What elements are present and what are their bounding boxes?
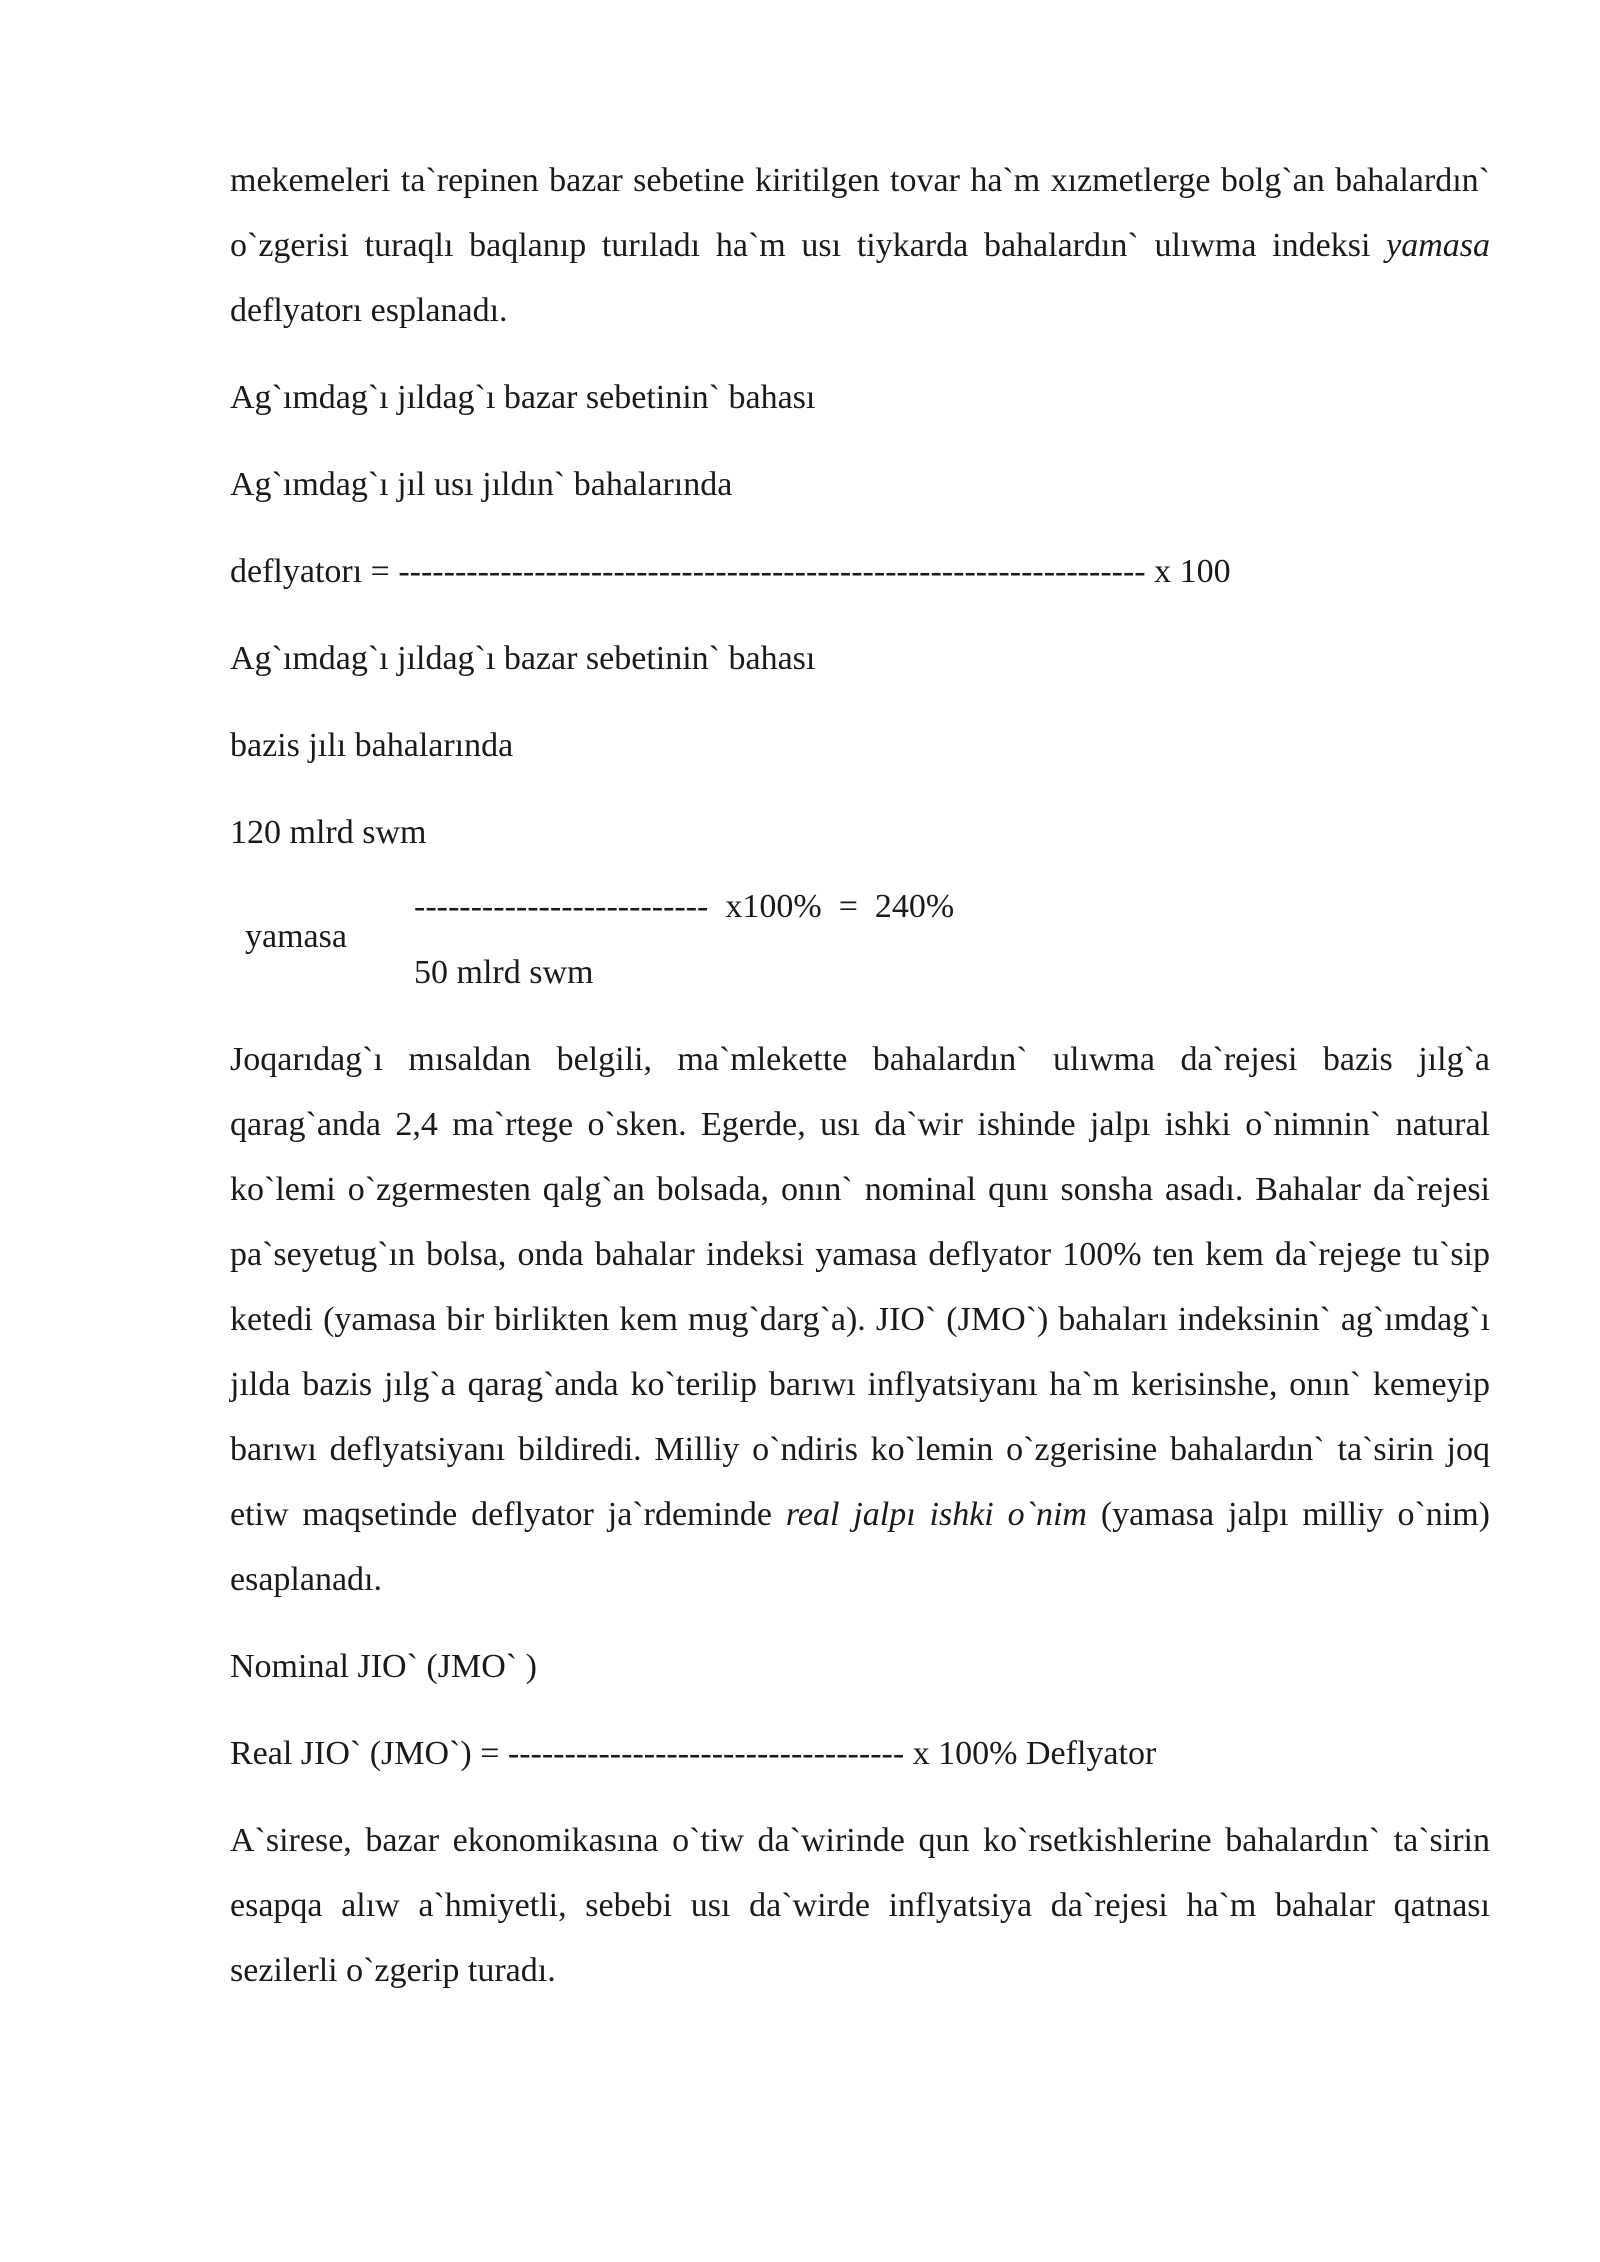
paragraph-intro-text: mekemeleri ta`repinen bazar sebetine kiritilgen tovar ha`m xızmetlerge bolg`an bahalardın` o`zgerisi turaqlı baqlanıp turıladı ha`m usı tiykarda bahalardın` ulıwma indeksi xyxy=(230,162,1490,264)
paragraph-explanation-tail: (yamasa jalpı milliy o`nim) esaplanadı. xyxy=(230,1496,1490,1598)
example-fraction xyxy=(230,887,1490,1005)
example-numerator-line: -------------------------- x100% = 240% xyxy=(414,888,955,925)
paragraph-intro-tail: deflyatorı esplanadı. xyxy=(230,292,508,329)
paragraph-explanation-italic: real jalpı ishki o`nim xyxy=(785,1496,1087,1533)
paragraph-explanation-text: Joqarıdag`ı mısaldan belgili, ma`mlekette bahalardın` ulıwma da`rejesi bazis jılg`a qarag`anda 2,4 ma`rtege o`sken. Egerde, usı da`wir ishinde jalpı ishki o`nimnin` natural ko`lemi o`zgermesten qalg`an bolsada, onın` nominal qunı sonsha asadı. Bahalar da`rejesi pa`seyetug`ın bolsa, onda bahalar indeksi yamasa deflyator 100% ten kem da`rejege tu`sip ketedi (yamasa bir birlikten kem mug`darg`a). JIO` (JMO`) bahaları indeksinin` ag`ımdag`ı jılda bazis jılg`a qarag`anda ko`terilip barıwı inflyatsiyanı ha`m kerisinshe, onın` kemeyip barıwı deflyatsiyanı bildiredi. Milliy o`ndiris ko`lemin o`zgerisine bahalardın` ta`sirin joq etiw maqsetinde deflyator ja`rdeminde xyxy=(230,1041,1490,1533)
paragraph-explanation xyxy=(230,1027,1490,1612)
paragraph-conclusion: A`sirese, bazar ekonomikasına o`tiw da`wirinde qun ko`rsetkishlerine bahalardın` ta`sirin esapqa alıw a`hmiyetli, sebebi usı da`wirde inflyatsiya da`rejesi ha`m bahalar qatnası sezilerli o`zgerip turadı. xyxy=(230,1822,1490,1989)
formula1-line1: Ag`ımdag`ı jıldag`ı bazar sebetinin` bahası xyxy=(230,379,816,416)
paragraph-intro xyxy=(230,148,1490,343)
example-yamasa-label: yamasa xyxy=(245,918,347,955)
formula1-deflator-line: deflyatorı = ------------------------------------------------------------------ x 100 xyxy=(230,553,1231,590)
document-page xyxy=(230,148,1490,2003)
formula2-line1: Nominal JIO` (JMO` ) xyxy=(230,1648,537,1685)
formula1-line6: 120 mlrd swm xyxy=(230,814,427,851)
formula1-line2: Ag`ımdag`ı jıl usı jıldın` bahalarında xyxy=(230,466,733,503)
formula1-line4: Ag`ımdag`ı jıldag`ı bazar sebetinin` bahası xyxy=(230,640,816,677)
example-denominator: 50 mlrd swm xyxy=(414,954,594,991)
formula1-line5: bazis jılı bahalarında xyxy=(230,727,514,764)
paragraph-intro-italic: yamasa xyxy=(1386,227,1490,264)
formula2-line2: Real JIO` (JMO`) = ----------------------------------- x 100% Deflyator xyxy=(230,1735,1157,1772)
